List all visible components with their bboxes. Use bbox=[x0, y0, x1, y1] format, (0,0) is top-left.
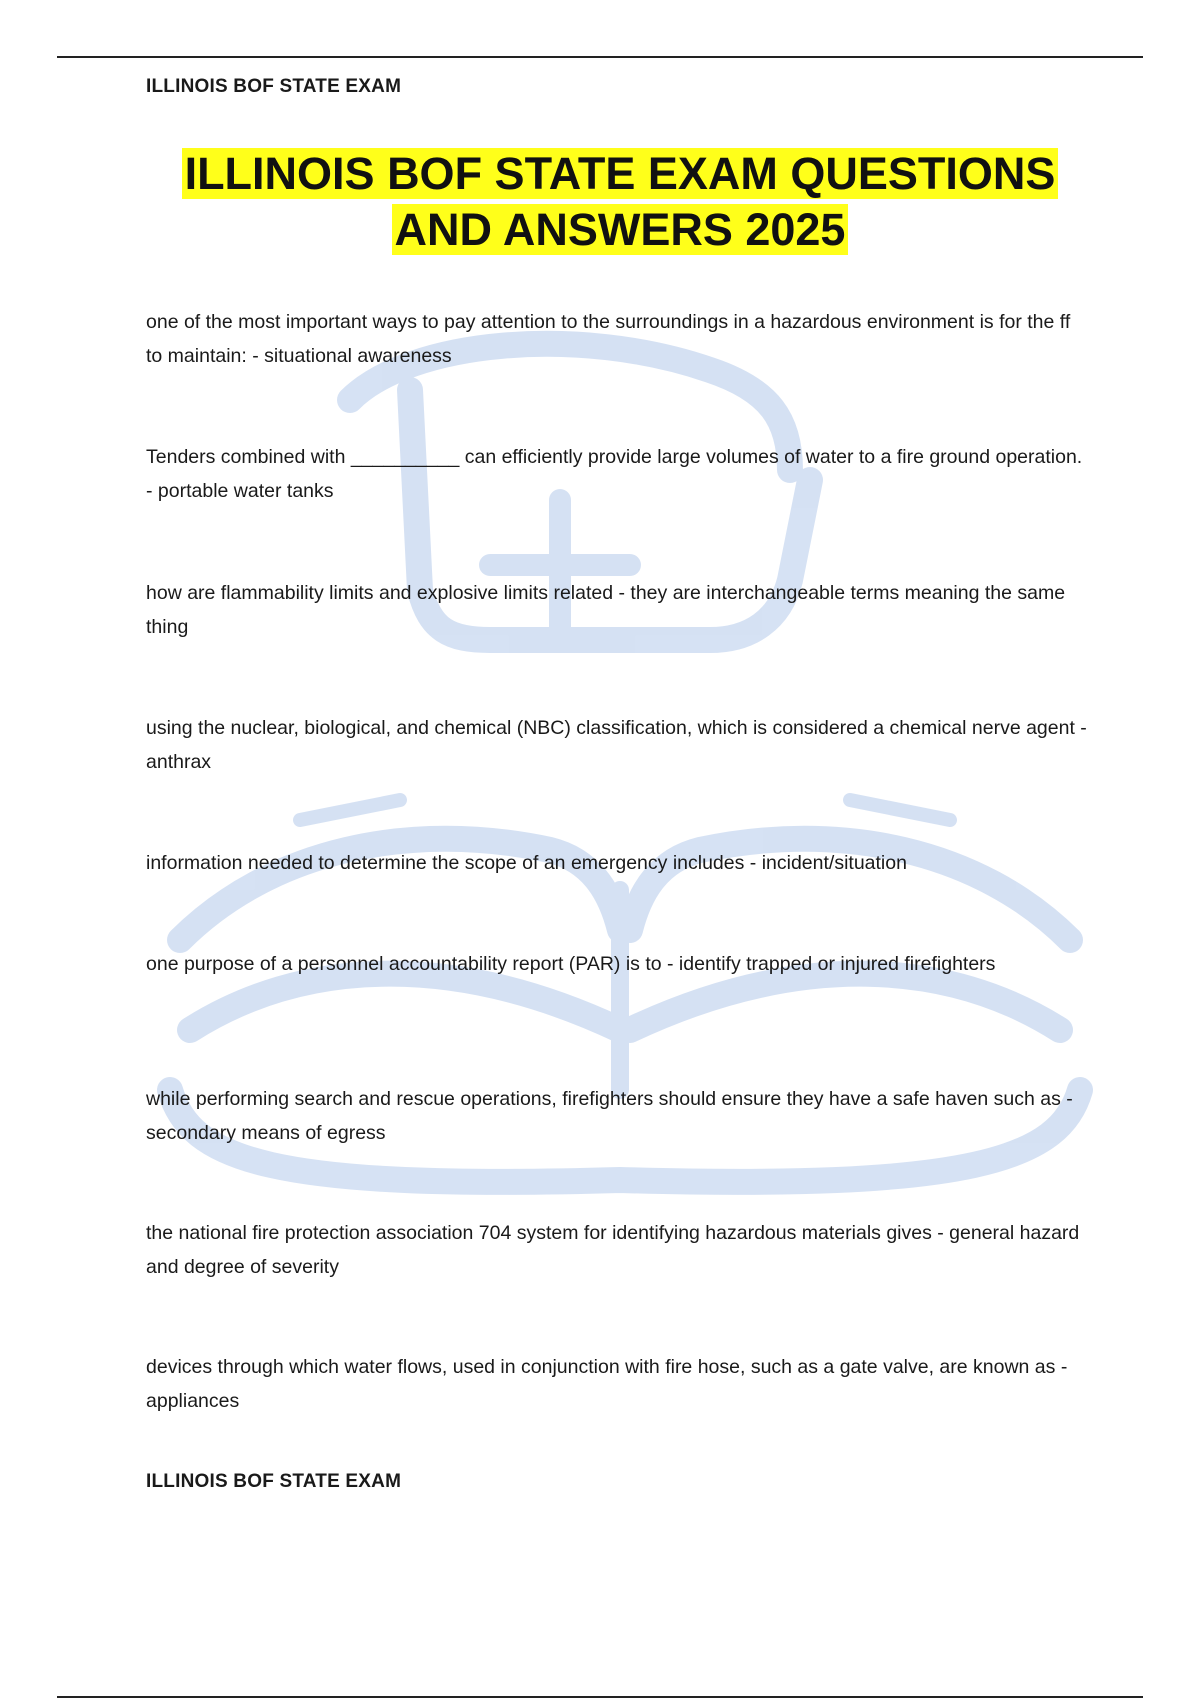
running-footer: ILLINOIS BOF STATE EXAM bbox=[146, 1471, 402, 1492]
title-line-1: ILLINOIS BOF STATE EXAM QUESTIONS bbox=[182, 148, 1059, 199]
title-line-2: AND ANSWERS 2025 bbox=[392, 204, 849, 255]
top-rule bbox=[57, 56, 1143, 58]
qa-item: one purpose of a personnel accountability report (PAR) is to - identify trapped or injured firefighters bbox=[146, 953, 996, 975]
qa-item: Tenders combined with __________ can efficiently provide large volumes of water to a fire ground operation. - portable water tanks bbox=[146, 446, 1083, 502]
qa-item: how are flammability limits and explosive limits related - they are interchangeable terms meaning the same thing bbox=[146, 582, 1066, 638]
qa-item: using the nuclear, biological, and chemical (NBC) classification, which is considered a chemical nerve agent - anthrax bbox=[146, 717, 1087, 773]
running-header: ILLINOIS BOF STATE EXAM bbox=[146, 76, 402, 97]
qa-item: the national fire protection association 704 system for identifying hazardous materials gives - general hazard and degree of severity bbox=[146, 1222, 1080, 1278]
qa-item: while performing search and rescue operations, firefighters should ensure they have a safe haven such as - secondary means of egress bbox=[146, 1088, 1073, 1144]
qa-item: one of the most important ways to pay attention to the surroundings in a hazardous environment is for the ff to maintain: - situational awareness bbox=[146, 311, 1071, 367]
qa-item: information needed to determine the scope of an emergency includes - incident/situation bbox=[146, 852, 907, 874]
bottom-rule bbox=[57, 1696, 1143, 1698]
qa-item: devices through which water flows, used in conjunction with fire hose, such as a gate valve, are known as - appliances bbox=[146, 1356, 1068, 1412]
page-title bbox=[100, 146, 1140, 258]
